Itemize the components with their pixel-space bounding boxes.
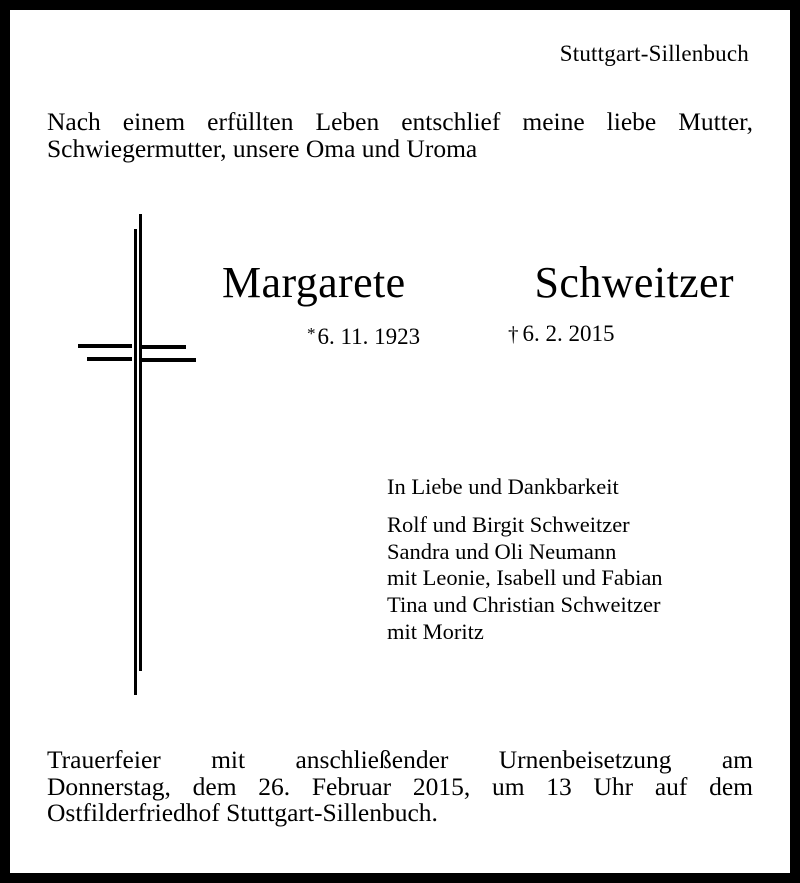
family-member: Rolf und Birgit Schweitzer — [387, 512, 630, 537]
family-member: Sandra und Oli Neumann — [387, 538, 617, 564]
cross-vertical-right — [139, 214, 142, 671]
intro-text — [47, 109, 753, 162]
death-date-value: 6. 2. 2015 — [522, 321, 615, 346]
deceased-name: Margarete Schweitzer — [222, 258, 734, 307]
ceremony-details — [47, 747, 753, 827]
intro-line: Schwiegermutter, unsere Oma und Uroma — [47, 133, 478, 163]
family-member: Tina und Christian Schweitzer — [387, 592, 661, 618]
birth-date — [307, 320, 420, 351]
family-heading: In Liebe und Dankbarkeit — [387, 474, 619, 499]
cross-bar-left-bottom — [87, 357, 132, 361]
intro-line: Nach einem erfüllten Leben entschlief meine liebe Mutter, — [47, 107, 753, 136]
cross-bar-right-top — [141, 345, 186, 349]
family-member: mit Leonie, Isabell und Fabian — [387, 565, 663, 591]
death-date — [508, 320, 615, 348]
family-member: mit Moritz — [387, 618, 484, 644]
death-dagger-icon: † — [508, 322, 519, 346]
birth-star-icon: * — [307, 324, 316, 343]
ceremony-line: Trauerfeier mit anschließender Urnenbeisetzung am — [47, 745, 753, 774]
family-signature — [387, 474, 663, 646]
cross-bar-right-bottom — [142, 358, 196, 362]
birth-date-value: 6. 11. 1923 — [317, 324, 421, 349]
ceremony-line: Donnerstag, dem 26. Februar 2015, um 13 Uhr auf dem — [47, 771, 753, 801]
location-header: Stuttgart-Sillenbuch — [559, 41, 749, 66]
ceremony-line: Ostfilderfriedhof Stuttgart-Sillenbuch. — [47, 798, 438, 827]
cross-bar-left-top — [78, 344, 132, 348]
cross-vertical-left — [134, 229, 137, 695]
